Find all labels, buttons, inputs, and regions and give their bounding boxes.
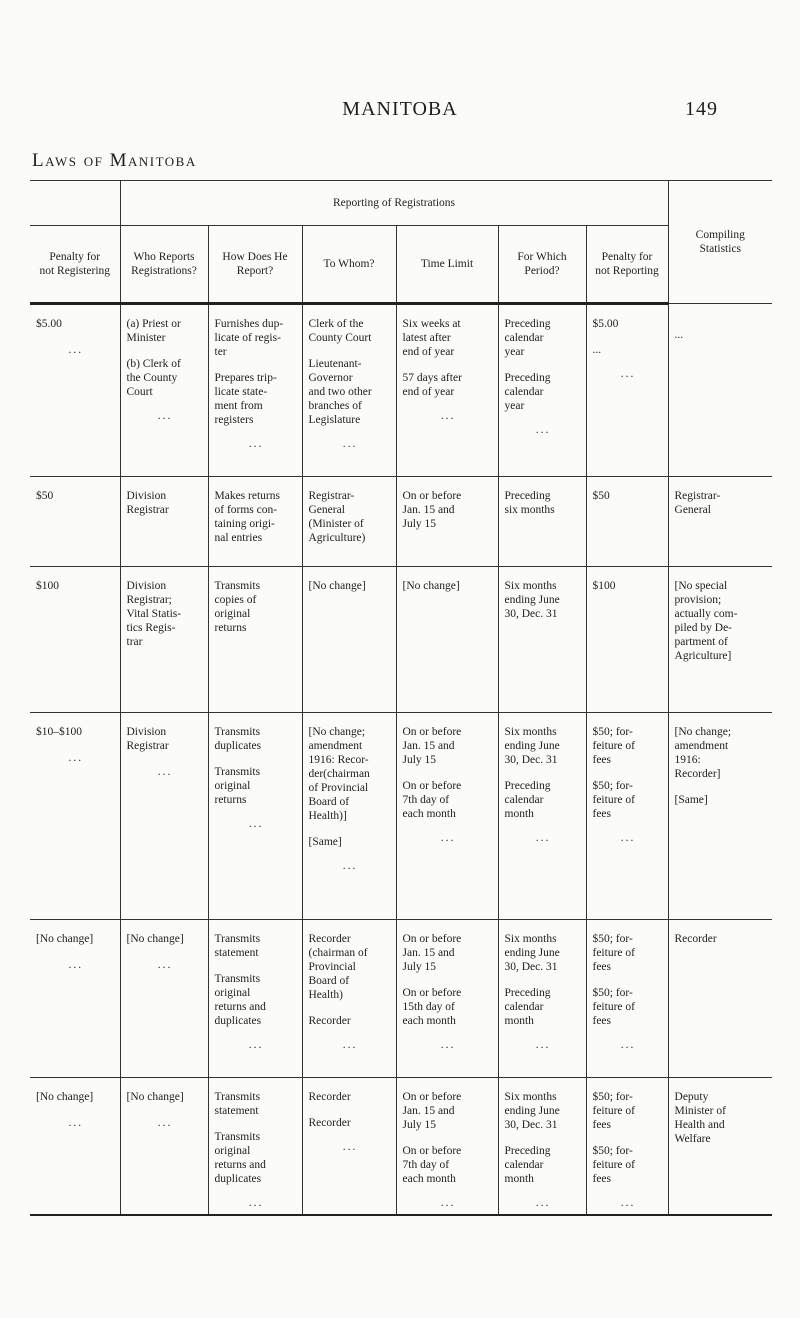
table-row (30, 713, 772, 920)
table-body (30, 304, 772, 1216)
header-who-reports: Who Reports Registrations? (120, 226, 208, 304)
cell-primary-text: Registrar- General (Minister of Agriculture) (308, 490, 366, 544)
table-cell (120, 304, 208, 477)
header-compiling-statistics: Compiling Statistics (668, 181, 772, 304)
table-cell (396, 304, 498, 477)
table-cell (302, 304, 396, 477)
table-cell (208, 920, 302, 1078)
table-row (30, 477, 772, 567)
table-cell (302, 567, 396, 713)
cell-primary-text: Transmits statement (214, 1091, 261, 1117)
cell-primary-text: On or before Jan. 15 and July 15 (402, 1091, 462, 1131)
cell-ellipsis: ... (157, 766, 173, 778)
cell-primary-text: Division Registrar; Vital Statis- tics Regis- trar (126, 580, 182, 648)
cell-ellipsis: ... (535, 1197, 551, 1209)
cell-secondary-text: 57 days after end of year (402, 372, 462, 398)
cell-ellipsis: ... (440, 1039, 456, 1051)
cell-primary-text: Six months ending June 30, Dec. 31 (504, 580, 560, 620)
table-cell (668, 477, 772, 567)
table-cell (30, 920, 120, 1078)
table-cell (302, 1078, 396, 1216)
cell-ellipsis: ... (68, 344, 84, 356)
cell-primary-text: Six months ending June 30, Dec. 31 (504, 933, 560, 973)
cell-secondary-text: Preceding calendar month (504, 780, 551, 820)
cell-primary-text: [No change] (126, 933, 184, 945)
cell-primary-text: Deputy Minister of Health and Welfare (674, 1091, 726, 1145)
header-how-reports: How Does He Report? (208, 226, 302, 304)
cell-primary-text: [No change] (126, 1091, 184, 1103)
table-cell (498, 477, 586, 567)
cell-primary-text: [No special provision; actually com- piled by De- partment of Agriculture] (674, 580, 738, 662)
cell-secondary-text: On or before 15th day of each month (402, 987, 462, 1027)
cell-primary-text: $100 (592, 580, 616, 592)
table-row (30, 1078, 772, 1216)
cell-primary-text: $50 (592, 490, 610, 502)
cell-ellipsis: ... (248, 1039, 264, 1051)
table-cell (668, 713, 772, 920)
table-cell (668, 920, 772, 1078)
cell-ellipsis: ... (440, 410, 456, 422)
cell-secondary-text: On or before 7th day of each month (402, 780, 462, 820)
table-cell (586, 567, 668, 713)
table-cell (498, 567, 586, 713)
table-cell (30, 1078, 120, 1216)
cell-ellipsis: ... (342, 438, 358, 450)
table-cell (208, 1078, 302, 1216)
table-cell (498, 713, 586, 920)
cell-secondary-text: Lieutenant- Governor and two other branches of Legislature (308, 358, 372, 426)
table-cell (30, 713, 120, 920)
header-penalty-not-reporting: Penalty for not Reporting (586, 226, 668, 304)
cell-ellipsis: ... (342, 1039, 358, 1051)
table-cell (586, 304, 668, 477)
cell-secondary-text: $50; for- feiture of fees (592, 1145, 635, 1185)
cell-primary-text: On or before Jan. 15 and July 15 (402, 726, 462, 766)
cell-primary-text: [No change; amendment 1916: Recor- der(chairman of Provincial Board of Health)] (308, 726, 370, 822)
header-to-whom: To Whom? (302, 226, 396, 304)
page-number: 149 (685, 98, 718, 120)
cell-primary-text: $50; for- feiture of fees (592, 1091, 635, 1131)
cell-primary-text: Six weeks at latest after end of year (402, 318, 461, 358)
cell-ellipsis: ... (535, 832, 551, 844)
table-cell (668, 1078, 772, 1216)
header-penalty-not-registering: Penalty for not Registering (30, 226, 120, 304)
table-cell (396, 1078, 498, 1216)
cell-primary-text: $50 (36, 490, 54, 502)
cell-ellipsis: ... (68, 752, 84, 764)
cell-primary-text: [No change; amendment 1916: Recorder] (674, 726, 732, 780)
cell-primary-text: Recorder (308, 1091, 351, 1103)
table-cell (302, 713, 396, 920)
table-cell (396, 713, 498, 920)
cell-ellipsis: ... (157, 1117, 173, 1129)
header-time-limit: Time Limit (396, 226, 498, 304)
header-reporting-group: Reporting of Registrations (120, 181, 668, 226)
cell-secondary-text: Transmits original returns (214, 766, 261, 806)
cell-secondary-text: $50; for- feiture of fees (592, 987, 635, 1027)
table-cell (586, 713, 668, 920)
cell-ellipsis: ... (248, 1197, 264, 1209)
cell-ellipsis: ... (248, 438, 264, 450)
section-title: Laws of Manitoba (32, 150, 197, 171)
cell-secondary-text: ... (592, 344, 602, 356)
cell-primary-text: On or before Jan. 15 and July 15 (402, 933, 462, 973)
table-cell (208, 304, 302, 477)
table-cell (586, 920, 668, 1078)
cell-primary-text: Preceding six months (504, 490, 555, 516)
table-cell (302, 920, 396, 1078)
cell-primary-text: $100 (36, 580, 59, 592)
table-row (30, 920, 772, 1078)
cell-primary-text: Furnishes dup- licate of regis- ter (214, 318, 284, 358)
table-cell (208, 477, 302, 567)
table-cell (668, 304, 772, 477)
table-cell (302, 477, 396, 567)
table-cell (586, 1078, 668, 1216)
table-cell (586, 477, 668, 567)
cell-ellipsis: ... (440, 832, 456, 844)
cell-ellipsis: ... (157, 959, 173, 971)
table-row (30, 304, 772, 477)
cell-secondary-text: Preceding calendar month (504, 1145, 551, 1185)
table-cell (120, 477, 208, 567)
cell-primary-text: Recorder (674, 933, 717, 945)
table-cell (208, 713, 302, 920)
table-cell (396, 477, 498, 567)
cell-ellipsis: ... (248, 818, 264, 830)
table-cell (498, 304, 586, 477)
cell-primary-text: $10–$100 (36, 726, 82, 738)
cell-primary-text: $5.00 (36, 318, 62, 330)
cell-secondary-text: Recorder (308, 1015, 351, 1027)
cell-ellipsis: ... (620, 1197, 636, 1209)
cell-primary-text: Transmits statement (214, 933, 261, 959)
cell-secondary-text: (b) Clerk of the County Court (126, 358, 181, 398)
cell-secondary-text: Recorder (308, 1117, 351, 1129)
cell-secondary-text: Prepares trip- licate state- ment from registers (214, 372, 277, 426)
cell-primary-text: On or before Jan. 15 and July 15 (402, 490, 462, 530)
table-cell (30, 304, 120, 477)
header-blank (30, 181, 120, 226)
cell-secondary-text: Transmits original returns and duplicates (214, 1131, 266, 1185)
cell-ellipsis: ... (620, 832, 636, 844)
table-cell (208, 567, 302, 713)
cell-primary-text: [No change] (402, 580, 460, 592)
cell-primary-text: Division Registrar (126, 726, 169, 752)
cell-ellipsis: ... (440, 1197, 456, 1209)
table-cell (30, 477, 120, 567)
table-row (30, 567, 772, 713)
cell-primary-text: (a) Priest or Minister (126, 318, 181, 344)
table-cell (396, 567, 498, 713)
cell-primary-text: Division Registrar (126, 490, 169, 516)
cell-primary-text: Registrar- General (674, 490, 721, 516)
cell-primary-text: Six months ending June 30, Dec. 31 (504, 1091, 560, 1131)
cell-primary-text: Transmits duplicates (214, 726, 262, 752)
table-cell (498, 1078, 586, 1216)
table-cell (120, 1078, 208, 1216)
cell-ellipsis: ... (620, 1039, 636, 1051)
registration-laws-table (30, 180, 772, 1216)
table-cell (396, 920, 498, 1078)
cell-primary-text: $5.00 (592, 318, 619, 330)
table-cell (120, 713, 208, 920)
page-header-title: MANITOBA (342, 98, 458, 120)
header-for-which-period: For Which Period? (498, 226, 586, 304)
cell-primary-text: $50; for- feiture of fees (592, 726, 635, 766)
cell-primary-text: Recorder (chairman of Provincial Board of Health) (308, 933, 368, 1001)
table-cell (30, 567, 120, 713)
cell-secondary-text: Preceding calendar month (504, 987, 551, 1027)
cell-primary-text: Transmits copies of original returns (214, 580, 261, 634)
cell-ellipsis: ... (620, 368, 636, 380)
cell-secondary-text: [Same] (674, 794, 708, 806)
cell-primary-text: Makes returns of forms con- taining origi- nal entries (214, 490, 280, 544)
cell-ellipsis: ... (342, 1141, 358, 1153)
cell-ellipsis: ... (68, 959, 84, 971)
table-cell (120, 567, 208, 713)
cell-primary-text: Preceding calendar year (504, 318, 551, 358)
cell-ellipsis: ... (157, 410, 173, 422)
cell-secondary-text: $50; for- feiture of fees (592, 780, 635, 820)
cell-primary-text: [No change] (36, 933, 94, 945)
cell-primary-text: Clerk of the County Court (308, 318, 372, 344)
table-cell (668, 567, 772, 713)
cell-secondary-text: [Same] (308, 836, 342, 848)
running-head (0, 98, 800, 126)
cell-ellipsis: ... (342, 860, 358, 872)
cell-primary-text: [No change] (308, 580, 366, 592)
cell-secondary-text: ... (674, 329, 684, 341)
cell-ellipsis: ... (68, 1117, 84, 1129)
cell-secondary-text: Transmits original returns and duplicates (214, 973, 266, 1027)
cell-primary-text: Six months ending June 30, Dec. 31 (504, 726, 560, 766)
cell-ellipsis: ... (535, 1039, 551, 1051)
cell-primary-text: [No change] (36, 1091, 94, 1103)
cell-ellipsis: ... (535, 424, 551, 436)
table-cell (120, 920, 208, 1078)
table-cell (498, 920, 586, 1078)
cell-secondary-text: Preceding calendar year (504, 372, 551, 412)
cell-secondary-text: On or before 7th day of each month (402, 1145, 462, 1185)
cell-primary-text: $50; for- feiture of fees (592, 933, 635, 973)
